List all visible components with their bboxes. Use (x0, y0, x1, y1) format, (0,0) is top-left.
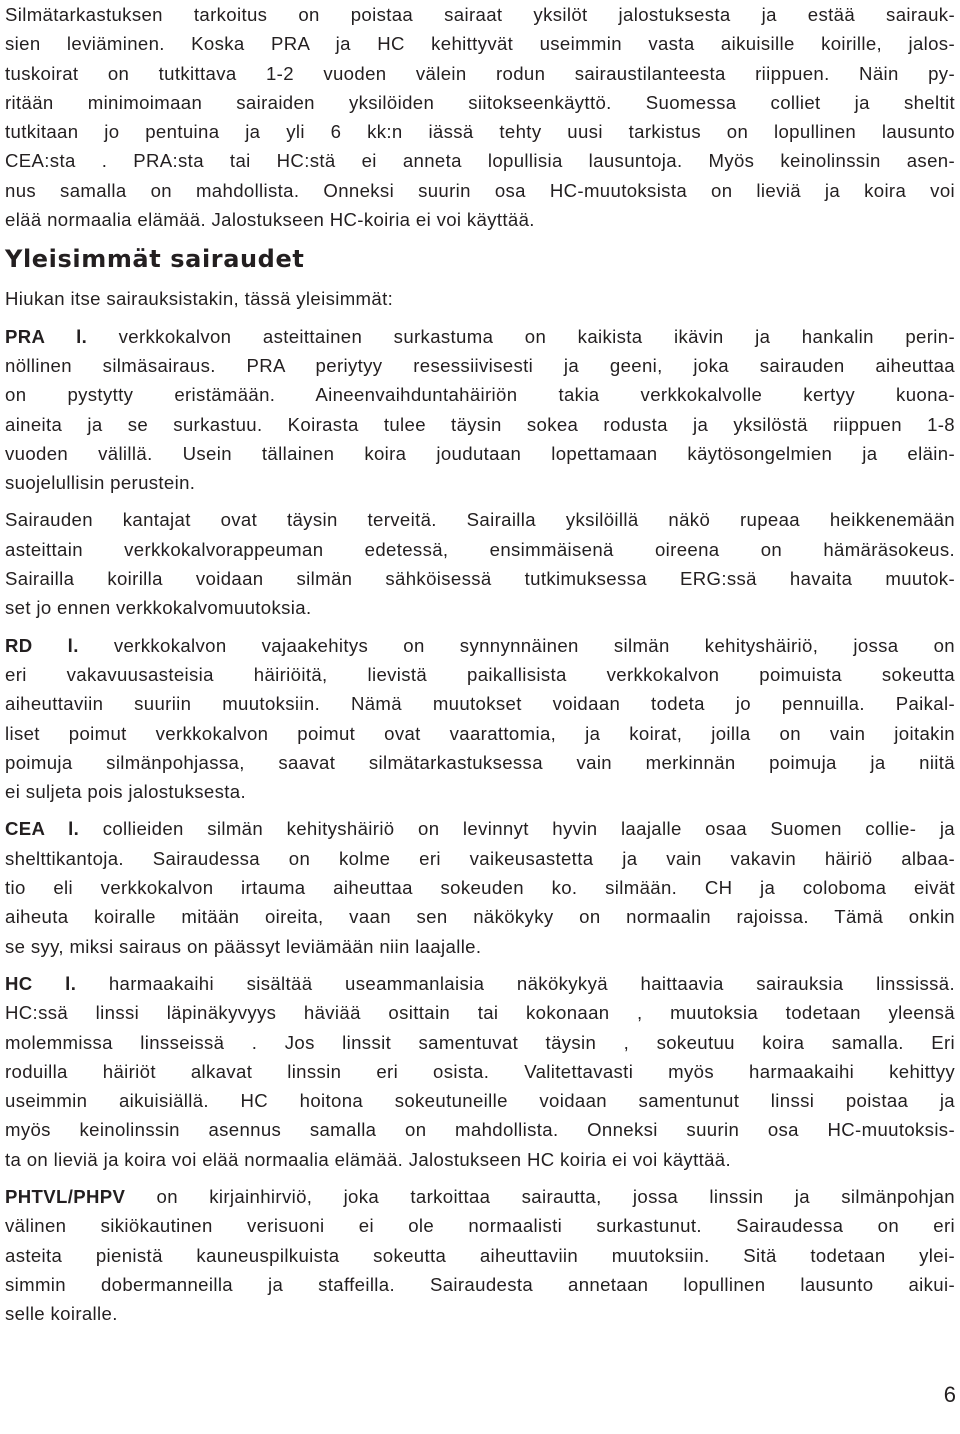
phtvl-first-line (5, 1182, 955, 1211)
carriers-line: set jo ennen verkkokalvomuutoksia. (5, 597, 312, 619)
phtvl-paragraph (5, 1182, 955, 1328)
pra-first-line-text: verkkokalvon asteittainen surkastuma on kaikista ikävin ja hankalin perin- (87, 325, 955, 347)
phtvl-term: PHTVL/PHPV (5, 1185, 126, 1207)
rd-line: ei suljeta pois jalostuksesta. (5, 781, 246, 803)
carriers-paragraph (5, 505, 955, 622)
pra-first-line (5, 322, 955, 351)
carriers-line: asteittain verkkokalvorappeuman edetessä, ensimmäisenä oireena on hämäräsokeus. (5, 538, 955, 560)
hc-line: roduilla häiriöt alkavat linssin eri osista. Valitettavasti myös harmaakaihi kehittyy (5, 1060, 955, 1082)
pra-line: nöllinen silmäsairaus. PRA periytyy resessiivisesti ja geeni, joka sairauden aiheuttaa (5, 354, 955, 376)
hc-line: myös keinolinssin asennus samalla on mahdollista. Onneksi suurin osa HC-muutoksis- (5, 1119, 955, 1141)
cea-first-line (5, 814, 955, 843)
phtvl-first-line-text: on kirjainhirviö, joka tarkoittaa sairautta, jossa linssin ja silmänpohjan (125, 1185, 955, 1207)
cea-first-line-text: collieiden silmän kehityshäiriö on levinnyt hyvin laajalle osaa Suomen collie- ja (79, 818, 955, 840)
document-page (5, 0, 955, 1336)
intro-line: Silmätarkastuksen tarkoitus on poistaa sairaat yksilöt jalostuksesta ja estää sairauk- (5, 4, 955, 25)
rd-line: aiheuttaviin suuriin muutoksiin. Nämä muutokset voidaan todeta jo pennuilla. Paikal- (5, 693, 955, 715)
intro-line: tutkitaan jo pentuina ja yli 6 kk:n iässä tehty uusi tarkistus on lopullinen lausunto (5, 121, 955, 143)
section-heading: Yleisimmät sairaudet (5, 245, 305, 274)
pra-line: suojelullisin perustein. (5, 472, 196, 494)
pra-line: on pystytty eristämään. Aineenvaihduntahäiriön takia verkkokalvolle kertyy kuona- (5, 384, 955, 406)
rd-line: liset poimut verkkokalvon poimut ovat vaarattomia, ja koirat, joilla on vain joitakin (5, 722, 955, 744)
intro-line: CEA:sta . PRA:sta tai HC:stä ei anneta lopullisia lausuntoja. Myös keinolinssin asen- (5, 150, 955, 172)
section-subtitle: Hiukan itse sairauksistakin, tässä yleisimmät: (5, 288, 394, 310)
carriers-line: Sairailla koirilla voidaan silmän sähköisessä tutkimuksessa ERG:ssä havaita muutok- (5, 568, 955, 590)
section-subtitle-paragraph (5, 284, 955, 313)
hc-first-line (5, 969, 955, 998)
intro-paragraph (5, 0, 955, 234)
rd-line: poimuja silmänpohjassa, saavat silmätarkastuksessa vain merkinnän poimuja ja niitä (5, 751, 955, 773)
rd-first-line (5, 631, 955, 660)
intro-line: elää normaalia elämää. Jalostukseen HC-koiria ei voi käyttää. (5, 209, 535, 231)
hc-term: HC l. (5, 972, 77, 994)
cea-line: aiheuta koiralle mitään oireita, vaan sen näkökyky on normaalin rajoissa. Tämä onkin (5, 906, 955, 928)
hc-first-line-text: harmaakaihi sisältää useammanlaisia näkökykyä haittaavia sairauksia linssissä. (76, 972, 956, 994)
hc-line: ta on lieviä ja koira voi elää normaalia elämää. Jalostukseen HC koiria ei voi käyttää. (5, 1148, 731, 1170)
carriers-line: Sairauden kantajat ovat täysin terveitä. Sairailla yksilöillä näkö rupeaa heikkenemään (5, 509, 955, 531)
pra-line: aineita ja se surkastuu. Koirasta tulee täysin sokea rodusta ja yksilöstä riippuen 1-8 (5, 413, 955, 435)
rd-paragraph (5, 631, 955, 807)
cea-line: shelttikantoja. Sairaudessa on kolme eri vaikeusastetta ja vain vakavin häiriö albaa- (5, 847, 955, 869)
phtvl-line: selle koiralle. (5, 1303, 118, 1325)
hc-line: useimmin aikuisiällä. HC hoitona sokeutuneille voidaan samentunut linssi poistaa ja (5, 1090, 955, 1112)
intro-line: nus samalla on mahdollista. Onneksi suurin osa HC-muutoksista on lieviä ja koira voi (5, 179, 955, 201)
phtvl-line: asteita pienistä kauneuspilkuista sokeutta aiheuttaviin muutoksiin. Sitä todetaan ylei- (5, 1244, 955, 1266)
pra-paragraph (5, 322, 955, 498)
phtvl-line: simmin dobermanneilla ja staffeilla. Sairaudesta annetaan lopullinen lausunto aikui- (5, 1273, 955, 1295)
intro-line: ritään minimoimaan sairaiden yksilöiden siitokseenkäyttö. Suomessa colliet ja sheltit (5, 91, 955, 113)
cea-line: tio eli verkkokalvon irtauma aiheuttaa sokeuden ko. silmään. CH ja coloboma eivät (5, 877, 955, 899)
cea-paragraph (5, 814, 955, 960)
rd-first-line-text: verkkokalvon vajaakehitys on synnynnäinen silmän kehityshäiriö, jossa on (78, 634, 955, 656)
rd-term: RD l. (5, 634, 79, 656)
hc-line: molemmissa linsseissä . Jos linssit samentuvat täysin , sokeutuu koira samalla. Eri (5, 1031, 955, 1053)
phtvl-line: välinen sikiökautinen verisuoni ei ole normaalisti surkastunut. Sairaudessa on eri (5, 1215, 955, 1237)
cea-line: se syy, miksi sairaus on päässyt leviämään niin laajalle. (5, 935, 482, 957)
rd-line: eri vakavuusasteisia häiriöitä, lievistä paikallisista verkkokalvon poimuista sokeutta (5, 663, 955, 685)
pra-line: vuoden välillä. Usein tällainen koira joudutaan lopettamaan käytösongelmien ja eläin- (5, 442, 955, 464)
intro-line: sien leviäminen. Koska PRA ja HC kehittyvät useimmin vasta aikuisille koirille, jalos- (5, 33, 955, 55)
pra-term: PRA l. (5, 325, 88, 347)
hc-paragraph (5, 969, 955, 1174)
cea-term: CEA l. (5, 818, 80, 840)
hc-line: HC:ssä linssi läpinäkyvyys häviää osittain tai kokonaan , muutoksia todetaan yleensä (5, 1002, 955, 1024)
intro-line: tuskoirat on tutkittava 1-2 vuoden välein rodun sairaustilanteesta riippuen. Näin py- (5, 62, 955, 84)
page-number: 6 (943, 1382, 956, 1407)
